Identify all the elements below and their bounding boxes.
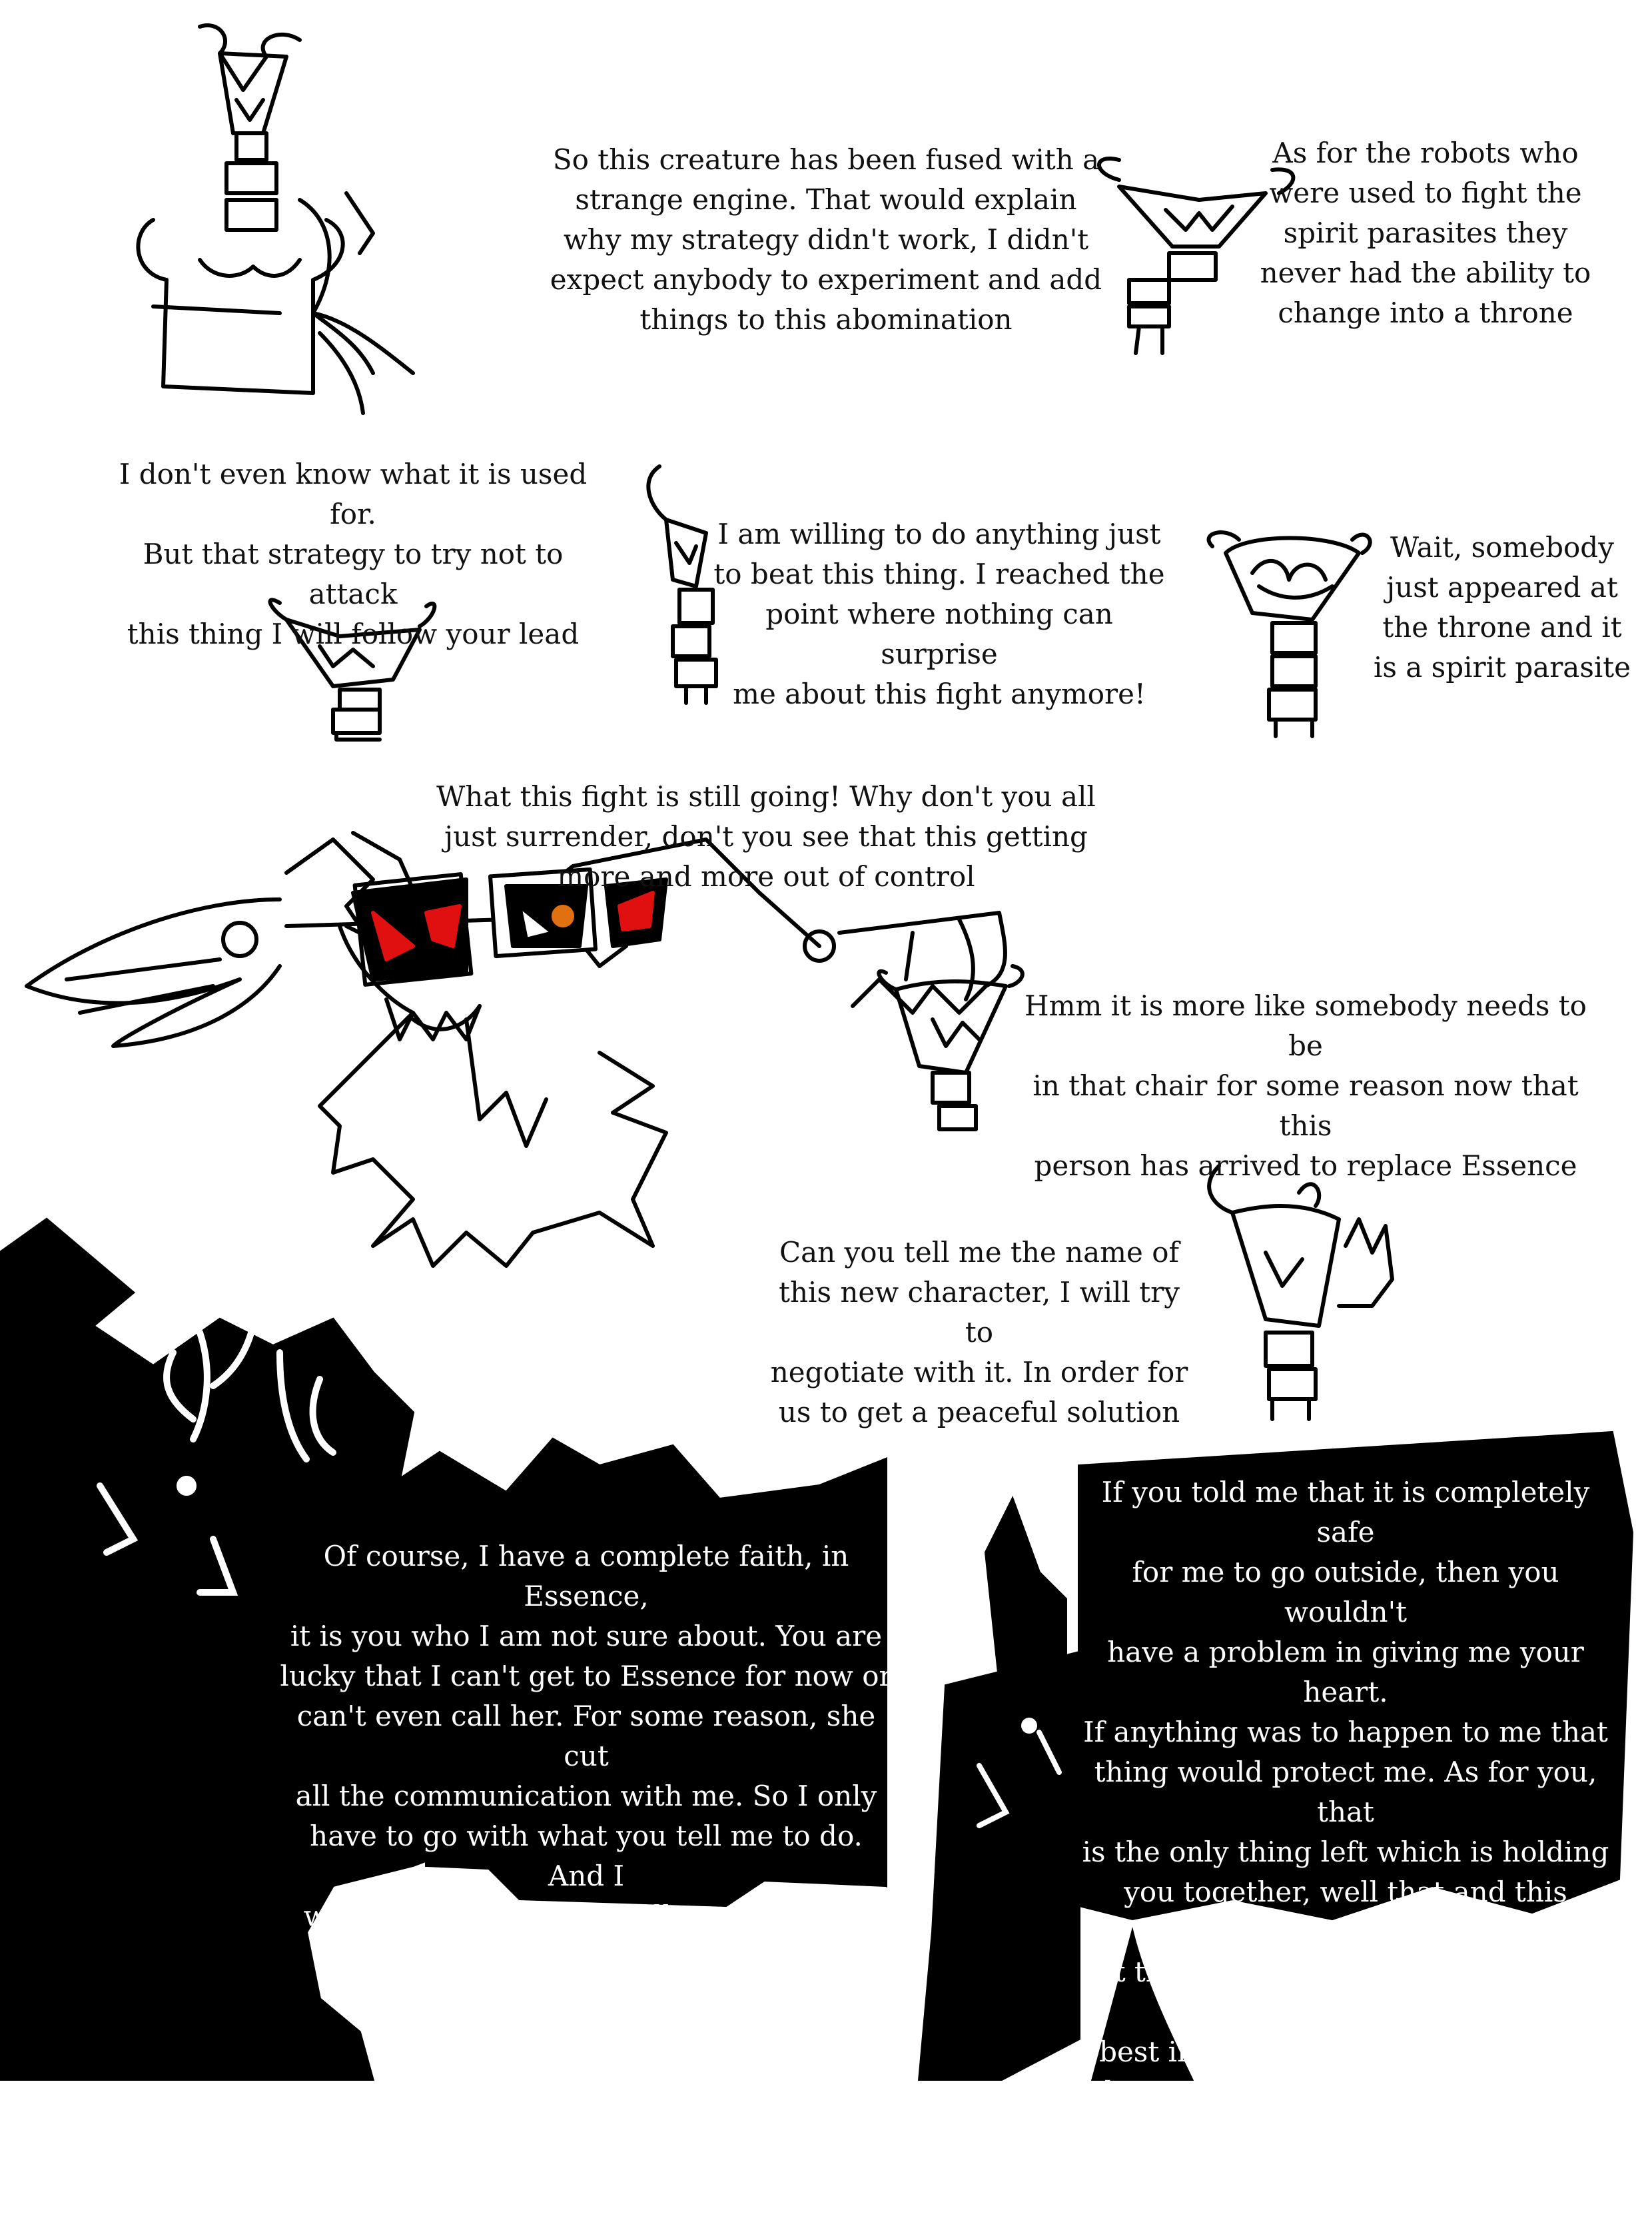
dialogue-give-heart: If you told me that it is completely safe for me to go outside, then you wouldn't have a problem in giving me your heart. If anything was to happen to me that thing would protect me. As for you, that is the only thing left which is holding you together, well that and this creature at the moment, so it wouldn't be in your best interest to lie to me about the danger outside. Oh and don't try to give me a fake one I will know the difference bbox=[1082, 1476, 1609, 2228]
dialogue-willing: I am willing to do anything just to beat this thing. I reached the point where nothing can surprise me about this fight anymore! bbox=[713, 518, 1165, 710]
dialogue-fused-engine: So this creature has been fused with a strange engine. That would explain why my strategy didn't work, I didn't expect anybody to experiment and add things to this abomination bbox=[550, 143, 1102, 336]
throne-robot-inverted-figure bbox=[138, 25, 413, 413]
dialogue-chair: Hmm it is more like somebody needs to be in that chair for some reason now that this person has arrived to replace Essence bbox=[1025, 989, 1587, 1182]
dialogue-new-character: Can you tell me the name of this new character, I will try to negotiate with it. In order for us to get a peaceful solution bbox=[770, 1236, 1188, 1428]
throne-robot-with-parasite-figure bbox=[1209, 532, 1370, 736]
dialogue-surrender: What this fight is still going! Why don't you all just surrender, don't you see that this getting more and more out of control bbox=[436, 780, 1096, 893]
dialogue-somebody-appeared: Wait, somebody just appeared at the throne and it is a spirit parasite bbox=[1373, 531, 1631, 684]
throne-robot-with-parasite-figure bbox=[1209, 1166, 1392, 1419]
dialogue-complete-faith: Of course, I have a complete faith, in Essence, it is you who I am not sure about. You are lucky that I can't get to Essence for now or can't even call her. For some reason, she cut all the communication with me. So I only have to go with what you tell me to do. And I will listen to what you tell me to do, but only under one condition bbox=[280, 1540, 893, 2012]
dialogue-follow-lead: I don't even know what it is used for. But that strategy to try not to attack this thing I will follow your lead bbox=[119, 458, 588, 650]
throne-robot-figure bbox=[879, 966, 1022, 1129]
dialogue-robots-throne: As for the robots who were used to fight the spirit parasites they never had the ability to change into a throne bbox=[1260, 137, 1591, 329]
